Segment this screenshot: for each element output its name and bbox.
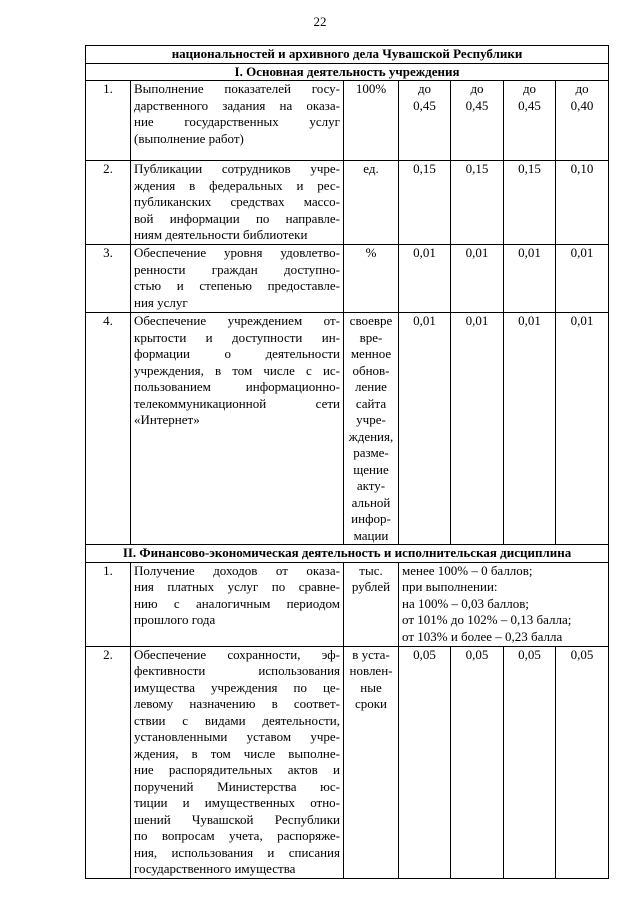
value-cell: [399, 81, 451, 161]
cell-line: установленными уставом учре-: [134, 729, 340, 744]
cell-line: ждения,: [348, 428, 394, 444]
row-number: 3.: [86, 245, 131, 313]
row-number: 1.: [86, 81, 131, 161]
table-row: [86, 646, 609, 878]
cell-line: 0,01: [465, 313, 489, 328]
cell-line: акту-: [356, 478, 386, 493]
cell-line: крытости и доступности ин-: [134, 329, 340, 345]
value-cell: [504, 161, 556, 245]
cell-line: ждения, в том числе выполне-: [134, 745, 340, 761]
value-cell: [451, 646, 504, 878]
unit-cell: [344, 81, 399, 161]
cell-line: учре-: [356, 412, 386, 427]
row-number: 2.: [86, 646, 131, 878]
unit-cell: [344, 245, 399, 313]
scoring-criteria: [399, 562, 609, 646]
cell-line: учреждения, в том числе с ис-: [134, 362, 340, 378]
section-1-title: I. Основная деятельность учреждения: [86, 63, 609, 81]
performance-criteria-table: [85, 45, 609, 879]
page-number: 22: [313, 14, 327, 29]
value-cell: [451, 161, 504, 245]
value-cell: [451, 313, 504, 545]
indicator-description: [131, 161, 344, 245]
cell-line: стью и степенью предоставле-: [134, 278, 340, 293]
cell-line: на 100% – 0,03 баллов;: [402, 595, 530, 611]
cell-line: 0,05: [465, 646, 489, 662]
cell-line: 0,15: [518, 161, 541, 176]
cell-line: %: [365, 245, 377, 260]
table-row: [86, 81, 609, 161]
cell-line: щение: [353, 461, 389, 477]
cell-line: вре-: [359, 329, 383, 345]
cell-line: разме-: [353, 445, 389, 460]
cell-line: 0,15: [413, 161, 436, 176]
cell-line: от 103% и более – 0,23 балла: [402, 628, 563, 644]
cell-line: сайта: [355, 395, 387, 411]
cell-line: при выполнении:: [402, 579, 498, 594]
cell-line: Публикации сотрудников учре-: [134, 161, 340, 176]
cell-line: 0,05: [413, 646, 436, 662]
cell-line: левому назначению в соответ-: [134, 696, 340, 711]
cell-line: 0,01: [465, 245, 489, 260]
cell-line: 100%: [355, 81, 387, 96]
cell-line: ные: [360, 679, 382, 695]
cell-line: 0,01: [518, 245, 541, 260]
indicator-description: [131, 245, 344, 313]
cell-line: менное: [350, 346, 392, 361]
cell-line: ния, использования и списания: [134, 844, 340, 860]
cell-line: мации: [353, 527, 389, 543]
unit-cell: [344, 562, 399, 646]
indicator-description: [131, 646, 344, 878]
cell-line: 0,45: [465, 97, 489, 113]
cell-line: 0,05: [570, 646, 594, 662]
value-cell: [504, 245, 556, 313]
value-cell: [556, 81, 609, 161]
indicator-description: [131, 562, 344, 646]
value-cell: [399, 313, 451, 545]
cell-line: 0,01: [413, 313, 436, 328]
cell-line: по вопросам учета, распоряже-: [134, 828, 340, 843]
cell-line: ренности граждан доступно-: [134, 261, 340, 277]
cell-line: в уста-: [352, 646, 390, 662]
value-cell: [399, 161, 451, 245]
cell-line: до: [522, 81, 537, 96]
cell-line: своевре: [349, 313, 393, 328]
cell-line: до: [470, 81, 484, 96]
section-2-title: II. Финансово-экономическая деятельность и исполнительская дисциплина: [86, 545, 609, 563]
table-row: [86, 562, 609, 646]
row-number: 2.: [86, 161, 131, 245]
cell-line: формации о деятельности: [134, 346, 340, 361]
value-cell: [556, 646, 609, 878]
cell-line: 0,01: [518, 313, 541, 328]
cell-line: тыс.: [359, 562, 383, 578]
value-cell: [451, 81, 504, 161]
cell-line: до: [417, 81, 432, 96]
cell-line: ния платных услуг по сравне-: [134, 579, 340, 594]
table-row: [86, 161, 609, 245]
cell-line: Обеспечение сохранности, эф-: [134, 646, 340, 662]
cell-line: сроки: [354, 696, 388, 711]
cell-line: 0,01: [570, 245, 594, 260]
cell-line: инфор-: [351, 511, 391, 526]
cell-line: «Интернет»: [134, 412, 200, 427]
cell-line: ние государственных услуг: [134, 114, 340, 129]
cell-line: 0,15: [465, 161, 489, 176]
cell-line: ствии с видами деятельности,: [134, 712, 340, 728]
cell-line: 0,40: [570, 97, 594, 113]
cell-line: ед.: [363, 161, 379, 176]
cell-line: вой информации по направле-: [134, 210, 340, 226]
unit-cell: [344, 313, 399, 545]
value-cell: [399, 245, 451, 313]
table-title-continuation: национальностей и архивного дела Чувашской Республики: [86, 46, 609, 64]
value-cell: [556, 245, 609, 313]
value-cell: [556, 313, 609, 545]
cell-line: (выполнение работ): [134, 130, 244, 146]
value-cell: [504, 646, 556, 878]
cell-line: 0,01: [413, 245, 436, 260]
value-cell: [556, 161, 609, 245]
table-row: [86, 245, 609, 313]
cell-line: до: [575, 81, 589, 96]
value-cell: [451, 245, 504, 313]
cell-line: Выполнение показателей госу-: [134, 81, 340, 96]
cell-line: 0,45: [413, 97, 436, 113]
cell-line: поручений Министерства юс-: [134, 778, 340, 794]
cell-line: 0,05: [518, 646, 541, 662]
cell-line: Обеспечение уровня удовлетво-: [134, 245, 340, 260]
cell-line: шений Чувашской Республики: [134, 811, 340, 827]
indicator-description: [131, 313, 344, 545]
unit-cell: [344, 161, 399, 245]
cell-line: рублей: [351, 579, 391, 594]
cell-line: пользованием информационно-: [134, 379, 340, 394]
cell-line: от 101% до 102% – 0,13 балла;: [402, 612, 572, 627]
cell-line: ние распорядительных актов и: [134, 762, 340, 777]
cell-line: 0,10: [570, 161, 594, 176]
cell-line: обнов-: [352, 362, 390, 378]
indicator-description: [131, 81, 344, 161]
value-cell: [504, 313, 556, 545]
cell-line: нию с аналогичным периодом: [134, 595, 340, 611]
cell-line: государственного имущества: [134, 861, 296, 876]
cell-line: Получение доходов от оказа-: [134, 562, 340, 578]
cell-line: ление: [355, 379, 387, 394]
cell-line: прошлого года: [134, 612, 216, 627]
cell-line: тиции и имущественных отно-: [134, 795, 340, 810]
cell-line: ниям деятельности библиотеки: [134, 227, 308, 242]
cell-line: дарственного задания на оказа-: [134, 97, 340, 113]
row-number: 4.: [86, 313, 131, 545]
cell-line: альной: [351, 494, 391, 510]
cell-line: новлен-: [349, 663, 393, 678]
cell-line: телекоммуникационной сети: [134, 395, 340, 411]
cell-line: Обеспечение учреждением от-: [134, 313, 340, 328]
cell-line: 0,45: [518, 97, 541, 113]
cell-line: публиканских средствах массо-: [134, 194, 340, 209]
cell-line: 0,01: [570, 313, 594, 328]
cell-line: ния услуг: [134, 294, 188, 310]
cell-line: ждения в федеральных и рес-: [134, 177, 340, 193]
cell-line: фективности использования: [134, 663, 340, 678]
value-cell: [504, 81, 556, 161]
value-cell: [399, 646, 451, 878]
unit-cell: [344, 646, 399, 878]
table-row: [86, 313, 609, 545]
cell-line: менее 100% – 0 баллов;: [402, 562, 533, 578]
row-number: 1.: [86, 562, 131, 646]
cell-line: имущества учреждения по це-: [134, 679, 340, 695]
